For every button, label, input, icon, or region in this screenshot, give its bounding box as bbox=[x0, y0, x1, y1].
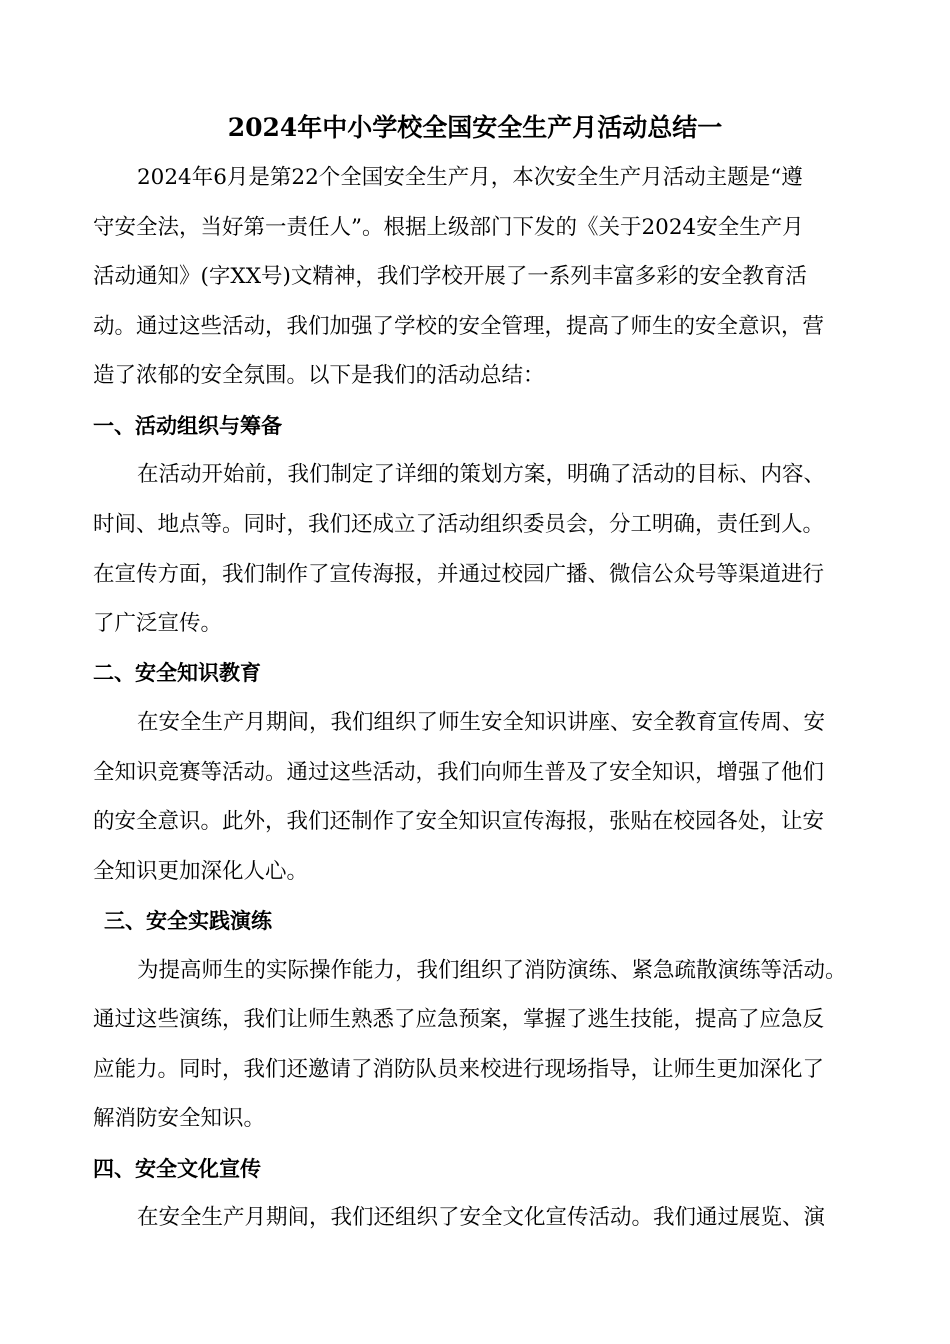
paragraph-line: 全知识竞赛等活动。通过这些活动，我们向师生普及了安全知识，增强了他们 bbox=[93, 760, 825, 785]
paragraph-line: 的安全意识。此外，我们还制作了安全知识宣传海报，张贴在校园各处，让安 bbox=[93, 809, 825, 834]
paragraph-line: 在安全生产月期间，我们还组织了安全文化宣传活动。我们通过展览、演 bbox=[137, 1205, 826, 1230]
paragraph-line: 全知识更加深化人心。 bbox=[93, 859, 309, 884]
section-heading: 四、安全文化宣传 bbox=[93, 1157, 261, 1181]
section-heading: 一、活动组织与筹备 bbox=[93, 414, 282, 438]
paragraph-line: 为提高师生的实际操作能力，我们组织了消防演练、紧急疏散演练等活动。 bbox=[137, 958, 847, 983]
paragraph-line: 在安全生产月期间，我们组织了师生安全知识讲座、安全教育宣传周、安 bbox=[137, 710, 826, 735]
paragraph-line: 时间、地点等。同时，我们还成立了活动组织委员会，分工明确，责任到人。 bbox=[93, 512, 825, 537]
intro-line: 造了浓郁的安全氛围。以下是我们的活动总结： bbox=[93, 363, 545, 388]
intro-line: 2024年6月是第22个全国安全生产月，本次安全生产月活动主题是“遵 bbox=[137, 165, 803, 190]
intro-line: 动。通过这些活动，我们加强了学校的安全管理，提高了师生的安全意识，营 bbox=[93, 314, 825, 339]
paragraph-line: 通过这些演练，我们让师生熟悉了应急预案，掌握了逃生技能，提高了应急反 bbox=[93, 1007, 825, 1032]
section-heading: 三、安全实践演练 bbox=[104, 909, 272, 933]
intro-line: 守安全法，当好第一责任人”。根据上级部门下发的《关于2024安全生产月 bbox=[93, 215, 804, 240]
document-title: 2024年中小学校全国安全生产月活动总结一 bbox=[227, 113, 723, 142]
intro-line: 活动通知》(字XX号)文精神，我们学校开展了一系列丰富多彩的安全教育活 bbox=[93, 264, 807, 289]
paragraph-line: 在活动开始前，我们制定了详细的策划方案，明确了活动的目标、内容、 bbox=[137, 462, 826, 487]
paragraph-line: 解消防安全知识。 bbox=[93, 1106, 266, 1131]
section-heading: 二、安全知识教育 bbox=[93, 661, 261, 685]
paragraph-line: 了广泛宣传。 bbox=[93, 611, 223, 636]
paragraph-line: 在宣传方面，我们制作了宣传海报，并通过校园广播、微信公众号等渠道进行 bbox=[93, 562, 825, 587]
paragraph-line: 应能力。同时，我们还邀请了消防队员来校进行现场指导，让师生更加深化了 bbox=[93, 1057, 825, 1082]
